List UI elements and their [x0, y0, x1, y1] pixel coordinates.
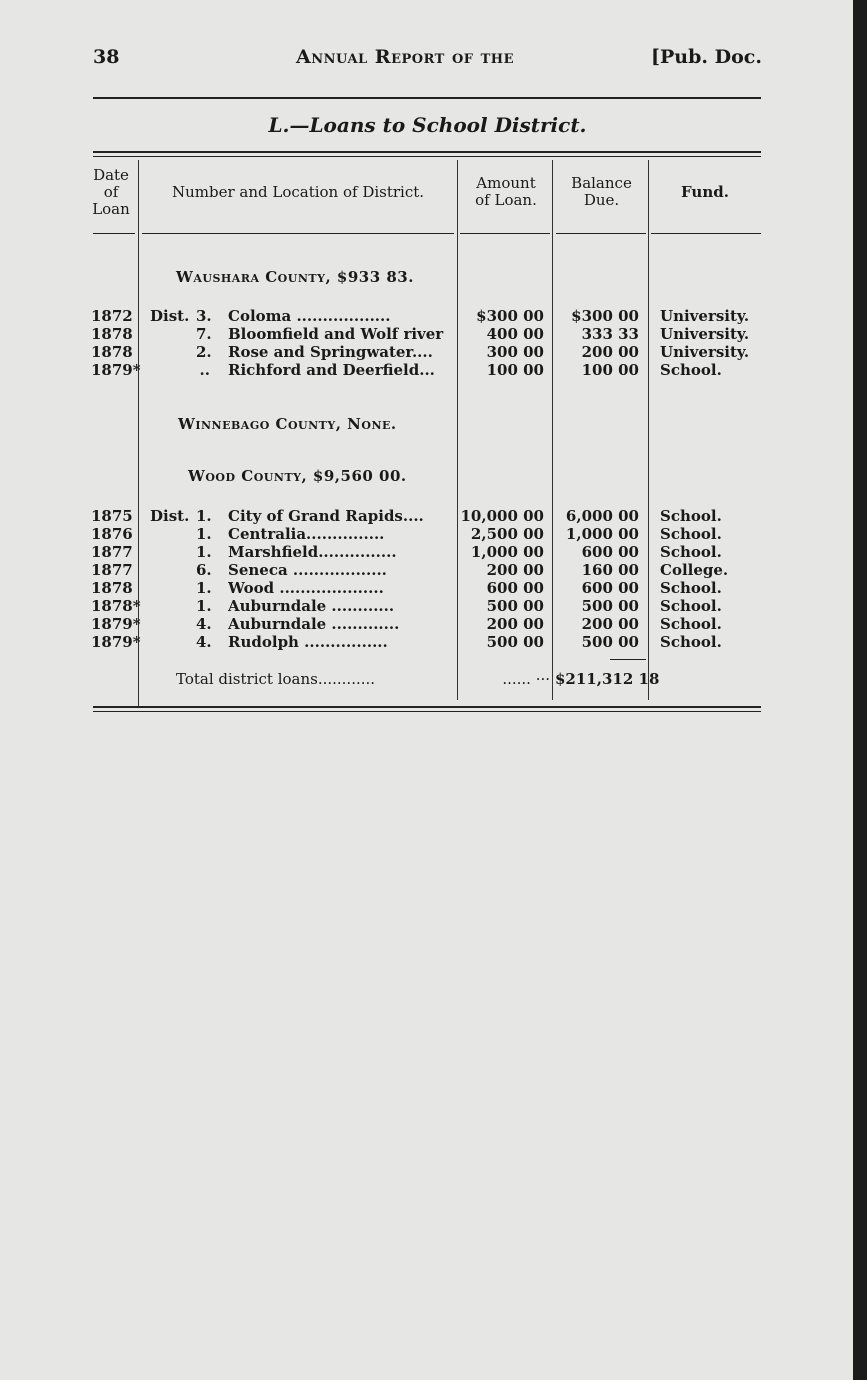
- table-row: 1878 1. Wood .................... 600 00 600 00 School.: [91, 579, 722, 597]
- table-row: 1878 2. Rose and Springwater.... 300 00 200 00 University.: [91, 343, 750, 361]
- county-heading: Waushara County, $933 83.: [176, 268, 414, 286]
- table-row: 1872 Dist. 3. Coloma .................. $300 00 $300 00 University.: [91, 307, 750, 325]
- county-heading: Wood County, $9,560 00.: [188, 467, 407, 485]
- table-bottom-rule: [93, 706, 761, 708]
- county-heading: Winnebago County, None.: [178, 415, 397, 433]
- column-header-balance: Balance Due.: [571, 174, 632, 209]
- table-row: 1878* 1. Auburndale ............ 500 00 500 00 School.: [91, 597, 722, 615]
- header-underline: [93, 233, 135, 234]
- page-number: 38: [93, 46, 120, 68]
- table-bottom-rule-thin: [93, 711, 761, 712]
- table-top-rule-thin: [93, 156, 761, 157]
- table-top-rule: [93, 151, 761, 153]
- header-underline: [651, 233, 761, 234]
- table-row: 1875 Dist. 1. City of Grand Rapids.... 10,000 00 6,000 00 School.: [91, 507, 722, 525]
- publication-label: [Pub. Doc.: [651, 46, 762, 68]
- table-row: 1877 6. Seneca .................. 200 00 160 00 College.: [91, 561, 729, 579]
- table-row: 1878 7. Bloomfield and Wolf river 400 00 333 33 University.: [91, 325, 750, 343]
- column-header-location: Number and Location of District.: [171, 183, 425, 201]
- column-header-amount: Amount of Loan.: [475, 174, 537, 209]
- total-balance: $211,312 18: [555, 670, 660, 688]
- sum-rule: [610, 659, 646, 660]
- total-row: [0, 670, 855, 688]
- table-row: 1877 1. Marshfield............... 1,000 00 600 00 School.: [91, 543, 722, 561]
- total-amount: ...... ···: [502, 670, 550, 688]
- table-row: 1876 1. Centralia............... 2,500 00 1,000 00 School.: [91, 525, 722, 543]
- column-header-date: Date of Loan: [92, 166, 130, 218]
- header-underline: [460, 233, 550, 234]
- table-row: 1879* .. Richford and Deerfield... 100 00 100 00 School.: [91, 361, 722, 379]
- header-rule: [93, 97, 761, 99]
- header-underline: [556, 233, 646, 234]
- running-title: Annual Report of the: [296, 46, 514, 68]
- table-title: L.—Loans to School District.: [268, 113, 587, 137]
- total-label: Total district loans............: [176, 670, 376, 688]
- page-edge-shadow: [853, 0, 867, 1380]
- header-underline: [142, 233, 454, 234]
- table-row: 1879* 4. Rudolph ................ 500 00 500 00 School.: [91, 633, 722, 651]
- column-header-fund: Fund.: [681, 183, 729, 201]
- table-row: 1879* 4. Auburndale ............. 200 00 200 00 School.: [91, 615, 722, 633]
